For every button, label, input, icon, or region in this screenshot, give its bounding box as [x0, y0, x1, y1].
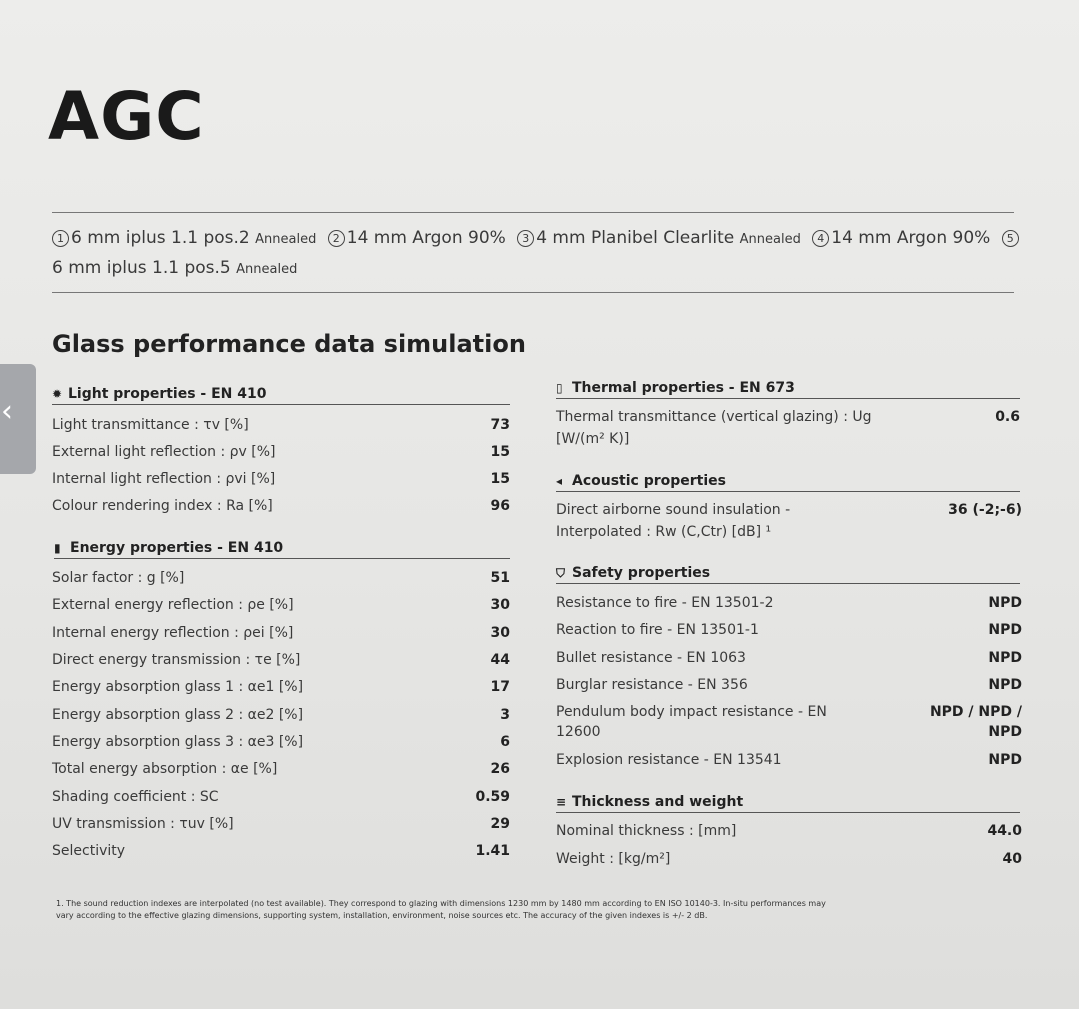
light-properties-heading: ✹ Light properties - EN 410 — [52, 386, 510, 405]
energy-properties-heading: ▮ Energy properties - EN 410 — [54, 540, 510, 559]
table-row: Light transmittance : τv [%] 73 — [52, 417, 510, 433]
table-row: Solar factor : g [%] 51 — [52, 570, 510, 586]
acoustic-properties-heading: ◂ Acoustic properties — [556, 473, 1020, 492]
table-row: Selectivity 1.41 — [52, 843, 510, 859]
table-row: Bullet resistance - EN 1063 NPD — [556, 650, 1022, 666]
table-row: Explosion resistance - EN 13541 NPD — [556, 752, 1022, 768]
table-row: Direct energy transmission : τe [%] 44 — [52, 652, 510, 668]
table-row: Energy absorption glass 2 : αe2 [%] 3 — [52, 707, 510, 723]
glass-composition — [52, 224, 1022, 284]
divider — [52, 212, 1014, 213]
thermometer-icon: ▯ — [556, 381, 563, 395]
table-row: External energy reflection : ρe [%] 30 — [52, 597, 510, 613]
safety-properties-heading: ⛉ Safety properties — [556, 565, 1020, 584]
layers-icon: ≡ — [556, 795, 567, 809]
table-row: UV transmission : τuv [%] 29 — [52, 816, 510, 832]
table-row: Energy absorption glass 1 : αe1 [%] 17 — [52, 679, 510, 695]
back-button[interactable] — [0, 364, 36, 474]
battery-icon: ▮ — [54, 541, 61, 555]
table-row: External light reflection : ρv [%] 15 — [52, 444, 510, 460]
composition-item-2: 2 14 mm Argon 90% — [328, 228, 517, 248]
chevron-left-icon: ‹ — [1, 394, 13, 429]
thickness-weight-heading: ≡ Thickness and weight — [556, 794, 1020, 813]
sun-icon: ✹ — [52, 387, 63, 401]
table-row: Total energy absorption : αe [%] 26 — [52, 761, 510, 777]
table-row: Weight : [kg/m²] 40 — [556, 851, 1022, 867]
table-row: Shading coefficient : SC 0.59 — [52, 789, 510, 805]
table-row: Burglar resistance - EN 356 NPD — [556, 677, 1022, 693]
footnote: 1. The sound reduction indexes are interpolated (no test available). They correspond to glazing with dimensions 1230 mm by 1480 mm according to EN ISO 10140-3. In-situ performances may vary according to the effective glazing dimensions, supporting system, installation, environment, noise sources etc. The accuracy of the given indexes is +/- 2 dB. — [56, 899, 826, 920]
table-row: Nominal thickness : [mm] 44.0 — [556, 823, 1022, 839]
table-row: Internal light reflection : ρvi [%] 15 — [52, 471, 510, 487]
thermal-properties-heading: ▯ Thermal properties - EN 673 — [556, 380, 1020, 399]
composition-item-5: 56 mm iplus 1.1 pos.5 Annealed — [52, 228, 1021, 278]
table-row: Internal energy reflection : ρei [%] 30 — [52, 625, 510, 641]
divider — [52, 292, 1014, 293]
table-row: Energy absorption glass 3 : αe3 [%] 6 — [52, 734, 510, 750]
composition-item-3: 3 4 mm Planibel Clearlite Annealed — [517, 228, 807, 248]
table-row: Pendulum body impact resistance - EN 12600 NPD / NPD / NPD — [556, 704, 1022, 740]
shield-icon: ⛉ — [556, 566, 566, 580]
table-row: Thermal transmittance (vertical glazing) : Ug [W/(m² K)] 0.6 — [556, 409, 1020, 447]
table-row: Colour rendering index : Ra [%] 96 — [52, 498, 510, 514]
table-row: Direct airborne sound insulation - Interpolated : Rw (C,Ctr) [dB] ¹ 36 (-2;-6) — [556, 502, 1022, 540]
table-row: Reaction to fire - EN 13501-1 NPD — [556, 622, 1022, 638]
table-row: Resistance to fire - EN 13501-2 NPD — [556, 595, 1022, 611]
composition-item-1: 1 6 mm iplus 1.1 pos.2 Annealed — [52, 228, 322, 248]
brand-logo: AGC — [48, 78, 205, 155]
composition-item-4: 4 14 mm Argon 90% — [812, 228, 1001, 248]
page-title: Glass performance data simulation — [52, 330, 526, 358]
speaker-icon: ◂ — [556, 474, 563, 488]
